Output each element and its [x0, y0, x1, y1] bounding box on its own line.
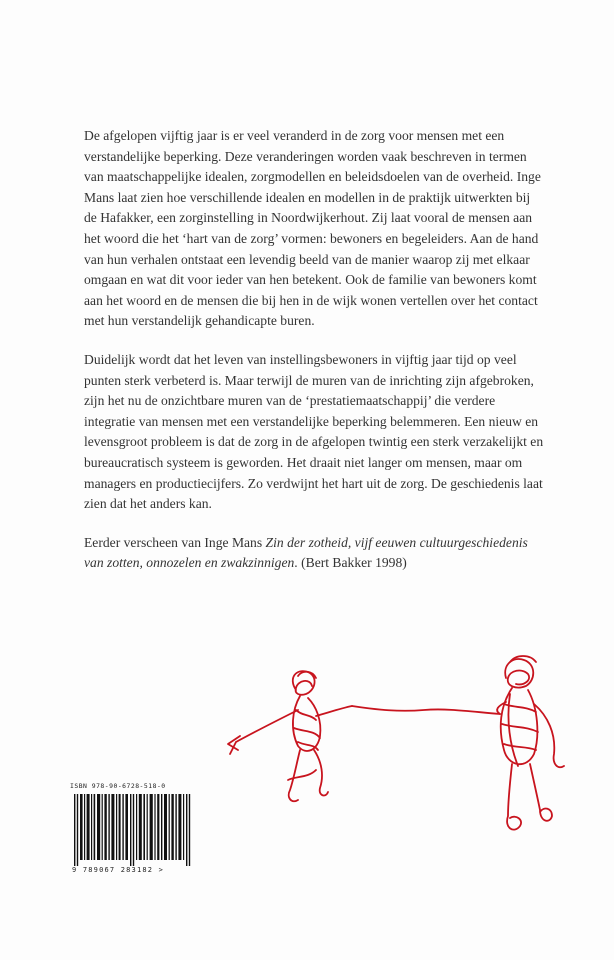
blurb-paragraph-3: [84, 533, 546, 574]
left-figure-body: [293, 696, 320, 751]
left-figure-legs: [288, 750, 328, 801]
left-figure-right-arm: [316, 706, 352, 716]
right-figure-head: [505, 659, 533, 688]
right-figure-legs: [507, 764, 552, 830]
barcode-bars: [74, 794, 192, 866]
left-figure-head: [293, 671, 315, 695]
two-figures-drawing-icon: [218, 650, 578, 850]
previous-publication-suffix: . (Bert Bakker 1998): [294, 555, 407, 571]
isbn-barcode: [70, 782, 198, 880]
ean-digits: 9 789067 283182 >: [72, 866, 165, 874]
isbn-label: ISBN 978-90-6728-518-0: [70, 782, 166, 790]
right-figure-right-arm: [534, 704, 564, 767]
previous-publication-title: Zin der zotheid, vijf eeuwen cultuurgeschiedenis van zotten, onnozelen en zwakzinnigen: [84, 534, 528, 571]
previous-publication-prefix: Eerder verscheen van Inge Mans: [84, 534, 266, 550]
left-figure-left-arm: [228, 710, 298, 754]
connecting-string: [352, 706, 500, 714]
blurb-paragraph-2: Duidelijk wordt dat het leven van instellingsbewoners in vijftig jaar tijd op veel punten sterk verbeterd is. Maar terwijl de muren van de inrichting zijn afgebroken, zijn het nu de onzichtbare muren van de ‘prestatiemaatschappij’ die verdere integratie van mensen met een verstandelijke beperking belemmeren. Een nieuw en levensgroot probleem is dat de zorg in de afgelopen twintig een sterk verzakelijkt en bureaucratisch systeem is geworden. Het draait niet langer om mensen, maar om managers en productiecijfers. Zo verdwijnt het hart uit de zorg. De geschiedenis laat zien dat het anders kan.: [84, 351, 544, 512]
blurb-paragraph-1: De afgelopen vijftig jaar is er veel veranderd in de zorg voor mensen met een verstandelijke beperking. Deze veranderingen worden vaak beschreven in termen van maatschappelijke idealen, zorgmodellen en beleidsdoelen van de overheid. Inge Mans laat zien hoe verschillende idealen en modellen in de praktijk uitwerkten bij de Hafakker, een zorginstelling in Noordwijkerhout. Zij laat vooral de mensen aan het woord die het ‘hart van de zorg’ vormen: bewoners en begeleiders. Aan de hand van hun verhalen ontstaat een levendig beeld van de manier waarop zij met elkaar omgaan en wat dit voor ieder van hen betekent. Ook de familie van bewoners komt aan het woord en de mensen die bij hen in de wijk wonen vertellen over het contact met hun verstandelijk gehandicapte buren.: [84, 128, 541, 329]
back-cover-blurb: [84, 126, 546, 592]
right-figure-body: [501, 688, 538, 766]
